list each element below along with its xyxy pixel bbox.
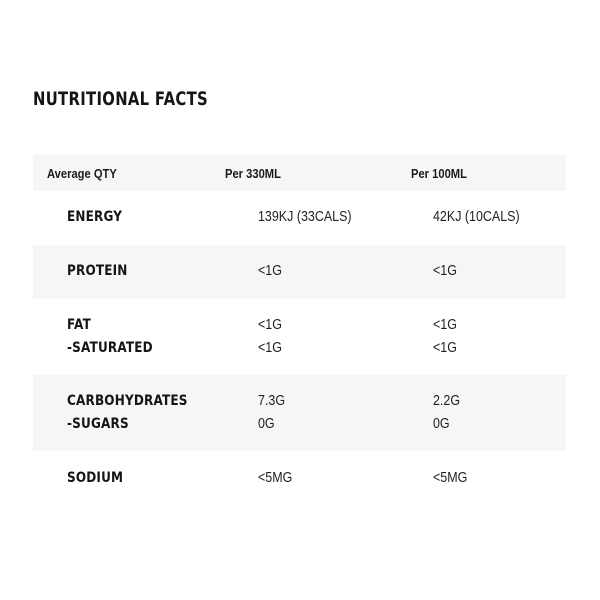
value-per-330ml: 7.3G bbox=[258, 393, 286, 409]
nutrient-label-group bbox=[67, 314, 153, 360]
nutrient-label: FAT bbox=[67, 317, 91, 333]
value-per-330ml: <1G bbox=[258, 263, 282, 279]
value-per-100ml: 2.2G bbox=[433, 393, 461, 409]
value-per-100ml: 0G bbox=[433, 416, 450, 432]
table-row-sodium bbox=[33, 451, 566, 513]
nutrient-sublabel: -SUGARS bbox=[67, 416, 129, 432]
value-per-100ml: 42KJ (10CALS) bbox=[433, 209, 520, 225]
value-per-330ml: <1G bbox=[258, 340, 282, 356]
table-row-protein bbox=[33, 245, 566, 299]
values-per-330ml bbox=[258, 390, 285, 436]
value-per-330ml: 0G bbox=[258, 416, 275, 432]
value-per-330ml: <1G bbox=[258, 317, 282, 333]
values-per-330ml bbox=[258, 314, 282, 360]
nutrient-label: SODIUM bbox=[67, 470, 124, 486]
page-title: NUTRITIONAL FACTS bbox=[33, 88, 209, 110]
value-per-330ml: 139KJ (33CALS) bbox=[258, 209, 352, 225]
value-per-100ml: <1G bbox=[433, 340, 457, 356]
nutrient-sublabel: -SATURATED bbox=[67, 340, 153, 356]
value-per-330ml: <5MG bbox=[258, 470, 293, 486]
table-row-energy bbox=[33, 191, 566, 245]
table-row-carbohydrates bbox=[33, 375, 566, 451]
value-per-100ml: <1G bbox=[433, 317, 457, 333]
column-header-per-100ml: Per 100ML bbox=[411, 166, 467, 181]
column-header-average-qty: Average QTY bbox=[47, 166, 117, 181]
values-per-100ml bbox=[433, 390, 460, 436]
nutrient-label-group bbox=[67, 390, 188, 436]
nutrition-table bbox=[33, 155, 566, 513]
column-header-per-330ml: Per 330ML bbox=[225, 166, 281, 181]
nutrient-label: ENERGY bbox=[67, 209, 123, 225]
table-header-row bbox=[33, 155, 566, 191]
nutrient-label: CARBOHYDRATES bbox=[67, 393, 188, 409]
nutrient-label: PROTEIN bbox=[67, 263, 128, 279]
value-per-100ml: <5MG bbox=[433, 470, 468, 486]
table-row-fat bbox=[33, 299, 566, 375]
value-per-100ml: <1G bbox=[433, 263, 457, 279]
values-per-100ml bbox=[433, 314, 457, 360]
